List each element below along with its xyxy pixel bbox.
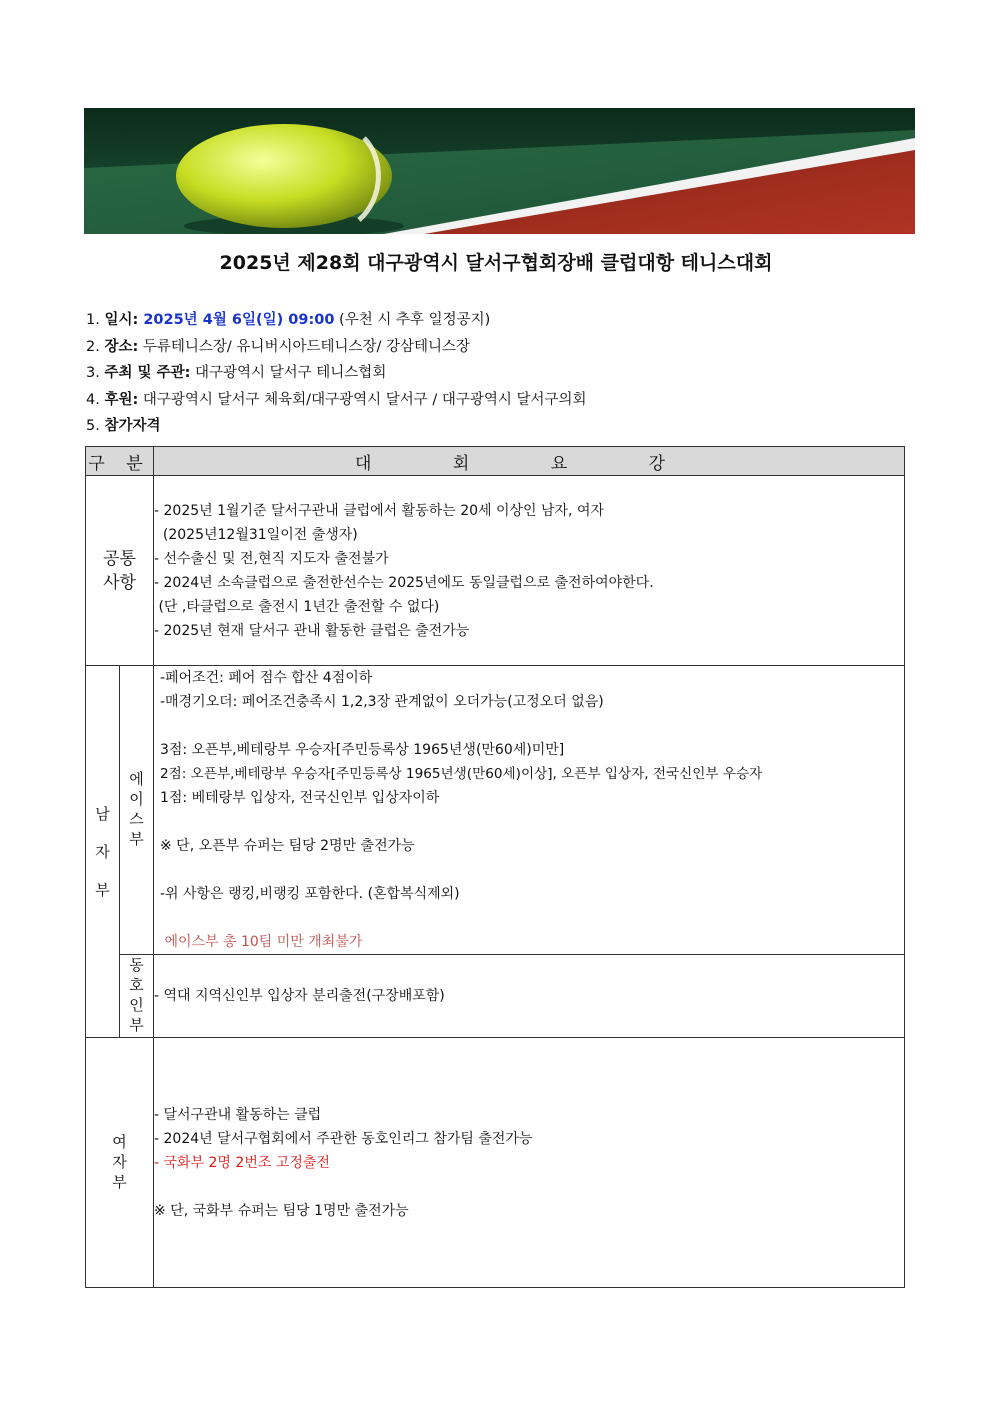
info-num: 4. xyxy=(86,391,100,408)
men-ace-row xyxy=(86,666,905,955)
men-label-char: 부 xyxy=(95,880,110,899)
info-key: 장소 xyxy=(104,338,133,355)
info-value: 대구광역시 달서구 테니스협회 xyxy=(190,365,387,381)
info-line-host: 3. 주최 및 주관: 대구광역시 달서구 테니스협회 xyxy=(86,365,387,381)
women-label-char: 부 xyxy=(112,1172,127,1191)
ace-label-char: 부 xyxy=(129,830,144,848)
ace-line: 2점: 오픈부,베테랑부 우승자[주민등록상 1965년생(만60세)이상], 오픈부 입상자, 전국신인부 우승자 xyxy=(160,766,763,782)
women-content xyxy=(154,1038,905,1288)
rules-table xyxy=(85,446,905,1288)
tennis-banner-image xyxy=(84,108,915,234)
common-label-1: 공통 xyxy=(103,548,136,569)
info-key: 후원 xyxy=(104,391,133,408)
header-category: 구 분 xyxy=(86,447,154,476)
ace-line: -매경기오더: 페어조건충족시 1,2,3장 관계없이 오더가능(고정오더 없음) xyxy=(160,694,604,710)
rookie-label-char: 동 xyxy=(129,956,144,974)
ace-content xyxy=(154,666,905,955)
women-label-char: 여 xyxy=(112,1132,127,1151)
women-row xyxy=(86,1038,905,1288)
event-info-list xyxy=(86,307,926,440)
info-line-sponsor: 4. 후원: 대구광역시 달서구 체육회/대구광역시 달서구 / 대구광역시 달서구의회 xyxy=(86,391,587,408)
common-row xyxy=(86,476,905,666)
rookie-content xyxy=(154,955,905,1038)
rookie-label-char: 인 xyxy=(129,996,144,1014)
ace-line: -페어조건: 페어 점수 합산 4점이하 xyxy=(160,670,373,686)
women-line: - 달서구관내 활동하는 클럽 xyxy=(154,1106,322,1123)
common-line: - 선수출신 및 전,현직 지도자 출전불가 xyxy=(154,550,389,567)
document-title: 2025년 제28회 대구광역시 달서구협회장배 클럽대항 테니스대회 xyxy=(219,252,773,274)
info-key: 일시 xyxy=(104,312,133,328)
ace-line: -위 사항은 랭킹,비랭킹 포함한다. (혼합복식제외) xyxy=(160,886,460,902)
header-main: 대 회 요 강 xyxy=(154,447,905,476)
info-line-venue: 2. 장소: 두류테니스장/ 유니버시아드테니스장/ 강삼테니스장 xyxy=(86,338,471,355)
men-label-char: 남 xyxy=(95,804,110,823)
men-label xyxy=(86,666,120,1038)
women-label xyxy=(86,1038,154,1288)
common-line: - 2024년 소속클럽으로 출전한선수는 2025년에도 동일클럽으로 출전하여야한다. xyxy=(154,574,654,591)
common-line: (단 ,타클럽으로 출전시 1년간 출전할 수 없다) xyxy=(154,598,440,615)
ace-label-char: 스 xyxy=(129,810,144,828)
common-content xyxy=(154,476,905,666)
ace-note-red: 에이스부 총 10팀 미만 개최불가 xyxy=(160,934,363,950)
rookie-label xyxy=(120,955,154,1038)
info-num: 3. xyxy=(86,365,100,381)
info-line-date: 1. 일시: 2025년 4월 6일(일) 09:00 (우천 시 추후 일정공지) xyxy=(86,312,491,328)
women-line: - 2024년 달서구협회에서 주관한 동호인리그 참가팀 출전가능 xyxy=(154,1130,533,1147)
info-line-eligibility xyxy=(86,413,926,440)
info-num: 5. xyxy=(86,418,100,434)
women-line-red: - 국화부 2명 2번조 고정출전 xyxy=(154,1154,330,1171)
info-num: 2. xyxy=(86,338,100,355)
info-value: 두류테니스장/ 유니버시아드테니스장/ 강삼테니스장 xyxy=(138,338,471,355)
rookie-label-char: 호 xyxy=(129,976,144,994)
ace-line: 3점: 오픈부,베테랑부 우승자[주민등록상 1965년생(만60세)미만] xyxy=(160,742,565,758)
info-num: 1. xyxy=(86,312,100,328)
rookie-label-char: 부 xyxy=(129,1016,144,1034)
ace-label xyxy=(120,666,154,955)
ace-line: 1점: 베테랑부 입상자, 전국신인부 입상자이하 xyxy=(160,790,440,806)
ace-label-char: 에 xyxy=(129,770,144,788)
women-label-char: 자 xyxy=(112,1152,127,1171)
common-label xyxy=(86,476,154,666)
ace-line: ※ 단, 오픈부 슈퍼는 팀당 2명만 출전가능 xyxy=(160,838,415,854)
women-line: ※ 단, 국화부 슈퍼는 팀당 1명만 출전가능 xyxy=(154,1202,409,1219)
ace-label-char: 이 xyxy=(129,790,144,808)
common-line: - 2025년 현재 달서구 관내 활동한 클럽은 출전가능 xyxy=(154,622,470,639)
table-header-row xyxy=(86,447,905,476)
common-line: (2025년12월31일이전 출생자) xyxy=(154,526,358,543)
info-key: 주최 및 주관 xyxy=(104,365,185,381)
info-value: 대구광역시 달서구 체육회/대구광역시 달서구 / 대구광역시 달서구의회 xyxy=(138,391,587,408)
rookie-line: - 역대 지역신인부 입상자 분리출전(구장배포함) xyxy=(154,988,445,1004)
tennis-ball-court-picture xyxy=(84,108,915,234)
men-label-char: 자 xyxy=(95,842,110,861)
men-rookie-row xyxy=(86,955,905,1038)
common-label-2: 사항 xyxy=(103,572,136,593)
info-key: 참가자격 xyxy=(104,418,161,434)
info-value: (우천 시 추후 일정공지) xyxy=(334,312,491,328)
info-date-value: 2025년 4월 6일(일) 09:00 xyxy=(143,312,335,328)
common-line: - 2025년 1월기준 달서구관내 클럽에서 활동하는 20세 이상인 남자, 여자 xyxy=(154,502,605,519)
